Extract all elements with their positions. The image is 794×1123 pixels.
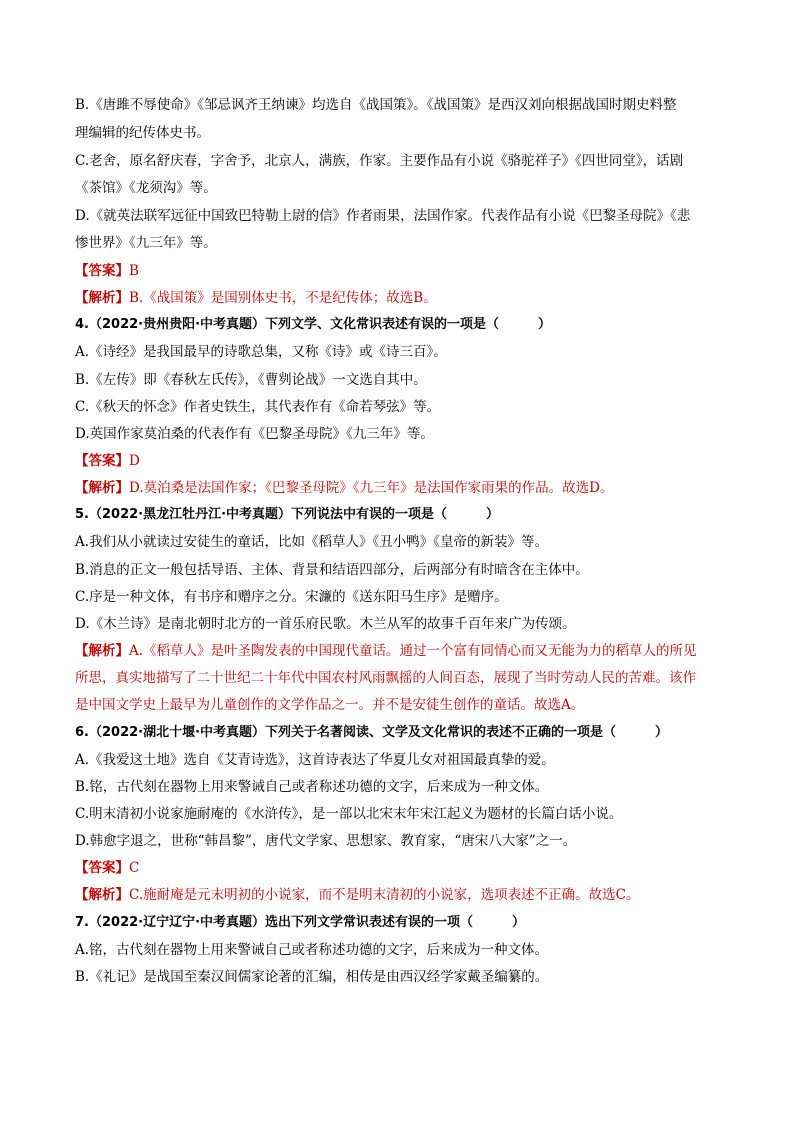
option-d: D.韩愈字退之，世称“韩昌黎”，唐代文学家、思想家、教育家，“唐宋八大家”之一。 <box>75 833 577 849</box>
answer-tag: 【答案】 <box>75 453 129 469</box>
explanation-tag: 【解析】 <box>75 480 129 496</box>
option-d: D.《木兰诗》是南北朝时北方的一首乐府民歌。木兰从军的故事千百年来广为传颂。 <box>75 616 576 632</box>
explanation-tag: 【解析】 <box>75 887 129 903</box>
option-a: A.铭，古代刻在器物上用来警诫自己或者称述功德的文字，后来成为一种文体。 <box>75 942 549 958</box>
answer-value: D <box>129 453 140 469</box>
option-c: C.《秋天的怀念》作者史铁生，其代表作有《命若琴弦》等。 <box>75 399 441 415</box>
explanation-text: 所思，真实地描写了二十世纪二十年代中国农村风雨飘摇的人间百态，展现了当时劳动人民的苦难。该作 <box>75 670 696 686</box>
text-line: C.老舍，原名舒庆春，字舍予，北京人，满族，作家。主要作品有小说《骆驼祥子》《四世同堂》，话剧 <box>75 153 684 169</box>
option-a: A.《我爱这土地》选自《艾青诗选》，这首诗表达了华夏儿女对祖国最真挚的爱。 <box>75 752 555 768</box>
option-a: A.《诗经》是我国最早的诗歌总集，又称《诗》或《诗三百》。 <box>75 344 447 360</box>
answer-tag: 【答案】 <box>75 263 129 279</box>
explanation-line <box>75 641 735 661</box>
explanation-tag: 【解析】 <box>75 290 129 306</box>
explanation-text: C.施耐庵是元末明初的小说家，而不是明末清初的小说家，选项表述不正确。故选C。 <box>129 887 640 903</box>
answer-tag: 【答案】 <box>75 860 129 876</box>
text-line: 《茶馆》《龙须沟》等。 <box>75 180 217 196</box>
explanation-tag: 【解析】 <box>75 643 129 659</box>
question-7: 7.（2022·辽宁辽宁·中考真题）选出下列文学常识表述有误的一项（ ） <box>75 915 526 930</box>
option-b: B.铭，古代刻在器物上用来警诫自己或者称述功德的文字，后来成为一种文体。 <box>75 779 549 795</box>
explanation-line <box>75 288 735 308</box>
explanation-text: B.《战国策》是国别体史书，不是纪传体；故选B。 <box>129 290 437 306</box>
option-c: C.明末清初小说家施耐庵的《水浒传》，是一部以北宋末年宋江起义为题材的长篇白话小说。 <box>75 806 623 822</box>
explanation-text: A.《稻草人》是叶圣陶发表的中国现代童话。通过一个富有同情心而又无能为力的稻草人的所见 <box>129 643 697 659</box>
explanation-line <box>75 885 735 905</box>
option-b: B.消息的正文一般包括导语、主体、背景和结语四部分，后两部分有时暗含在主体中。 <box>75 562 589 578</box>
option-b: B.《礼记》是战国至秦汉间儒家论著的汇编，相传是由西汉经学家戴圣编纂的。 <box>75 969 549 985</box>
explanation-line <box>75 478 735 498</box>
answer-value: B <box>129 263 139 279</box>
answer-line <box>75 261 735 281</box>
text-line: D.《就英法联军远征中国致巴特勒上尉的信》作者雨果，法国作家。代表作品有小说《巴黎圣母院》《悲 <box>75 208 691 224</box>
answer-line <box>75 451 735 471</box>
option-a: A.我们从小就读过安徒生的童话，比如《稻草人》《丑小鸭》《皇帝的新装》等。 <box>75 534 549 550</box>
explanation-text: 是中国文学史上最早为儿童创作的文学作品之一。并不是安徒生创作的童话。故选A。 <box>75 697 585 713</box>
option-b: B.《左传》即《春秋左氏传》，《曹刿论战》一文选自其中。 <box>75 372 427 388</box>
question-5: 5.（2022·黑龙江牡丹江·中考真题）下列说法中有误的一项是（ ） <box>75 507 500 522</box>
text-line: B.《唐雎不辱使命》《邹忌讽齐王纳谏》均选自《战国策》。《战国策》是西汉刘向根据战国时期史料整 <box>75 97 677 113</box>
answer-value: C <box>129 860 140 876</box>
explanation-text: D.莫泊桑是法国作家；《巴黎圣母院》《九三年》是法国作家雨果的作品。故选D。 <box>129 480 614 496</box>
question-6: 6.（2022·湖北十堰·中考真题）下列关于名著阅读、文学及文化常识的表述不正确的一项是（ ） <box>75 725 669 740</box>
text-line: 理编辑的纪传体史书。 <box>75 125 210 141</box>
question-4: 4.（2022·贵州贵阳·中考真题）下列文学、文化常识表述有误的一项是（ ） <box>75 317 552 332</box>
option-c: C.序是一种文体，有书序和赠序之分。宋濂的《送东阳马生序》是赠序。 <box>75 589 508 605</box>
option-d: D.英国作家莫泊桑的代表作有《巴黎圣母院》《九三年》等。 <box>75 426 434 442</box>
answer-line <box>75 858 735 878</box>
text-line: 惨世界》《九三年》等。 <box>75 235 217 251</box>
